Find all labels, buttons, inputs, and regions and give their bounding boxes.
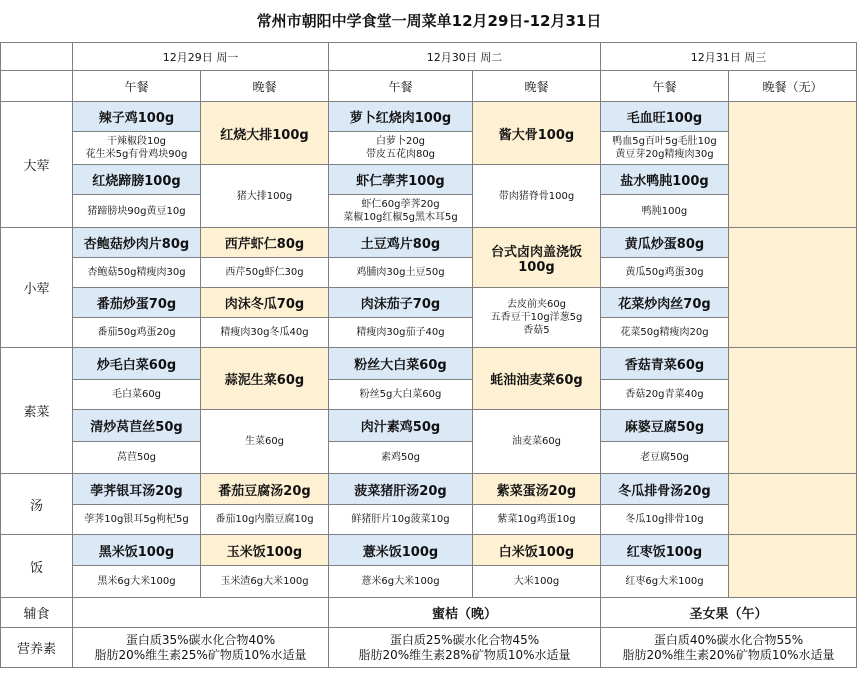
dish-name: 粉丝大白菜60g <box>329 348 473 380</box>
dish-name: 冬瓜排骨汤20g <box>601 474 729 505</box>
ingredients: 油麦菜60g <box>473 410 601 474</box>
ingredients: 西芹50g虾仁30g <box>201 258 329 288</box>
empty-dinner-cell <box>729 102 857 228</box>
ingredients: 去皮前夹60g 五香豆干10g洋葱5g 香菇5 <box>473 288 601 348</box>
dish-name: 西芹虾仁80g <box>201 228 329 258</box>
dish-name: 萝卜红烧肉100g <box>329 102 473 132</box>
ingredients: 鸭肫100g <box>601 195 729 228</box>
meal-header-dinner: 晚餐 <box>201 71 329 102</box>
dish-name: 炒毛白菜60g <box>73 348 201 380</box>
nutrition-day2: 蛋白质25%碳水化合物45% 脂肪20%维生素28%矿物质10%水适量 <box>329 628 601 668</box>
ingredients: 红枣6g大米100g <box>601 566 729 598</box>
dish-name: 肉沫茄子70g <box>329 288 473 318</box>
ingredients: 生菜60g <box>201 410 329 474</box>
ingredients: 猪蹄膀块90g黄豆10g <box>73 195 201 228</box>
dish-name: 盐水鸭肫100g <box>601 165 729 195</box>
ingredients: 毛白菜60g <box>73 380 201 410</box>
day-header-row <box>1 43 857 71</box>
day-header-2: 12月30日 周二 <box>329 43 601 71</box>
dish-name: 肉沫冬瓜70g <box>201 288 329 318</box>
ingredients: 番茄10g内脂豆腐10g <box>201 505 329 535</box>
ingredients: 莴苣50g <box>73 442 201 474</box>
empty-dinner-cell <box>729 535 857 598</box>
ingredients: 鸡脯肉30g土豆50g <box>329 258 473 288</box>
dish-name: 肉汁素鸡50g <box>329 410 473 442</box>
category-nutrition: 营养素 <box>1 628 73 668</box>
meal-header-lunch: 午餐 <box>601 71 729 102</box>
dish-name: 蒜泥生菜60g <box>201 348 329 410</box>
meal-header-row <box>1 71 857 102</box>
dish-name: 薏米饭100g <box>329 535 473 566</box>
ingredients: 精瘦肉30g冬瓜40g <box>201 318 329 348</box>
dish-name: 荸荠银耳汤20g <box>73 474 201 505</box>
side-day1 <box>73 598 329 628</box>
ingredients: 玉米渣6g大米100g <box>201 566 329 598</box>
dish-name: 红烧蹄膀100g <box>73 165 201 195</box>
meal-header-lunch: 午餐 <box>329 71 473 102</box>
side-day2: 蜜桔（晚） <box>329 598 601 628</box>
dish-name: 黄瓜炒蛋80g <box>601 228 729 258</box>
corner-cell <box>1 43 73 71</box>
dish-name: 红烧大排100g <box>201 102 329 165</box>
meal-header-dinner: 晚餐 <box>473 71 601 102</box>
dish-name: 花菜炒肉丝70g <box>601 288 729 318</box>
dish-name: 杏鲍菇炒肉片80g <box>73 228 201 258</box>
ingredients: 香菇20g青菜40g <box>601 380 729 410</box>
ingredients: 鸭血5g百叶5g毛肚10g 黄豆芽20g精瘦肉30g <box>601 132 729 165</box>
ingredients: 鲜猪肝片10g菠菜10g <box>329 505 473 535</box>
dish-name: 黑米饭100g <box>73 535 201 566</box>
ingredients: 干辣椒段10g 花生米5g有骨鸡块90g <box>73 132 201 165</box>
dish-name: 土豆鸡片80g <box>329 228 473 258</box>
ingredients: 薏米6g大米100g <box>329 566 473 598</box>
category-side: 辅食 <box>1 598 73 628</box>
nutrition-day1: 蛋白质35%碳水化合物40% 脂肪20%维生素25%矿物质10%水适量 <box>73 628 329 668</box>
ingredients: 黄瓜50g鸡蛋30g <box>601 258 729 288</box>
ingredients: 粉丝5g大白菜60g <box>329 380 473 410</box>
dish-name: 蚝油油麦菜60g <box>473 348 601 410</box>
nutrition-day3: 蛋白质40%碳水化合物55% 脂肪20%维生素20%矿物质10%水适量 <box>601 628 857 668</box>
dish-name: 玉米饭100g <box>201 535 329 566</box>
meal-header-lunch: 午餐 <box>73 71 201 102</box>
empty-dinner-cell <box>729 348 857 474</box>
dish-name: 虾仁荸荠100g <box>329 165 473 195</box>
ingredients: 黑米6g大米100g <box>73 566 201 598</box>
dish-name: 香菇青菜60g <box>601 348 729 380</box>
ingredients: 紫菜10g鸡蛋10g <box>473 505 601 535</box>
dish-name: 番茄豆腐汤20g <box>201 474 329 505</box>
dish-name: 红枣饭100g <box>601 535 729 566</box>
dish-name: 紫菜蛋汤20g <box>473 474 601 505</box>
ingredients: 精瘦肉30g茄子40g <box>329 318 473 348</box>
dish-name: 毛血旺100g <box>601 102 729 132</box>
dish-name: 菠菜猪肝汤20g <box>329 474 473 505</box>
ingredients: 带肉猪脊骨100g <box>473 165 601 228</box>
side-day3: 圣女果（午） <box>601 598 857 628</box>
page-title: 常州市朝阳中学食堂一周菜单12月29日-12月31日 <box>256 12 602 30</box>
corner-cell-2 <box>1 71 73 102</box>
category-small: 小荤 <box>1 228 73 348</box>
dish-name: 台式卤肉盖浇饭 100g <box>473 228 601 288</box>
ingredients: 虾仁60g荸荠20g 菜椒10g红椒5g黑木耳5g <box>329 195 473 228</box>
menu-table <box>0 42 857 668</box>
ingredients: 冬瓜10g排骨10g <box>601 505 729 535</box>
ingredients: 荸荠10g银耳5g枸杞5g <box>73 505 201 535</box>
dish-name: 麻婆豆腐50g <box>601 410 729 442</box>
ingredients: 素鸡50g <box>329 442 473 474</box>
category-veg: 素菜 <box>1 348 73 474</box>
dish-name: 酱大骨100g <box>473 102 601 165</box>
ingredients: 番茄50g鸡蛋20g <box>73 318 201 348</box>
dish-name: 番茄炒蛋70g <box>73 288 201 318</box>
dish-name: 白米饭100g <box>473 535 601 566</box>
ingredients: 白萝卜20g 带皮五花肉80g <box>329 132 473 165</box>
ingredients: 花菜50g精瘦肉20g <box>601 318 729 348</box>
day-header-1: 12月29日 周一 <box>73 43 329 71</box>
ingredients: 大米100g <box>473 566 601 598</box>
category-soup: 汤 <box>1 474 73 535</box>
ingredients: 猪大排100g <box>201 165 329 228</box>
category-rice: 饭 <box>1 535 73 598</box>
dish-name: 清炒莴苣丝50g <box>73 410 201 442</box>
category-main: 大荤 <box>1 102 73 228</box>
ingredients: 老豆腐50g <box>601 442 729 474</box>
dish-name: 辣子鸡100g <box>73 102 201 132</box>
ingredients: 杏鲍菇50g精瘦肉30g <box>73 258 201 288</box>
day-header-3: 12月31日 周三 <box>601 43 857 71</box>
empty-dinner-cell <box>729 474 857 535</box>
empty-dinner-cell <box>729 228 857 348</box>
meal-header-dinner-none: 晚餐（无） <box>729 71 857 102</box>
